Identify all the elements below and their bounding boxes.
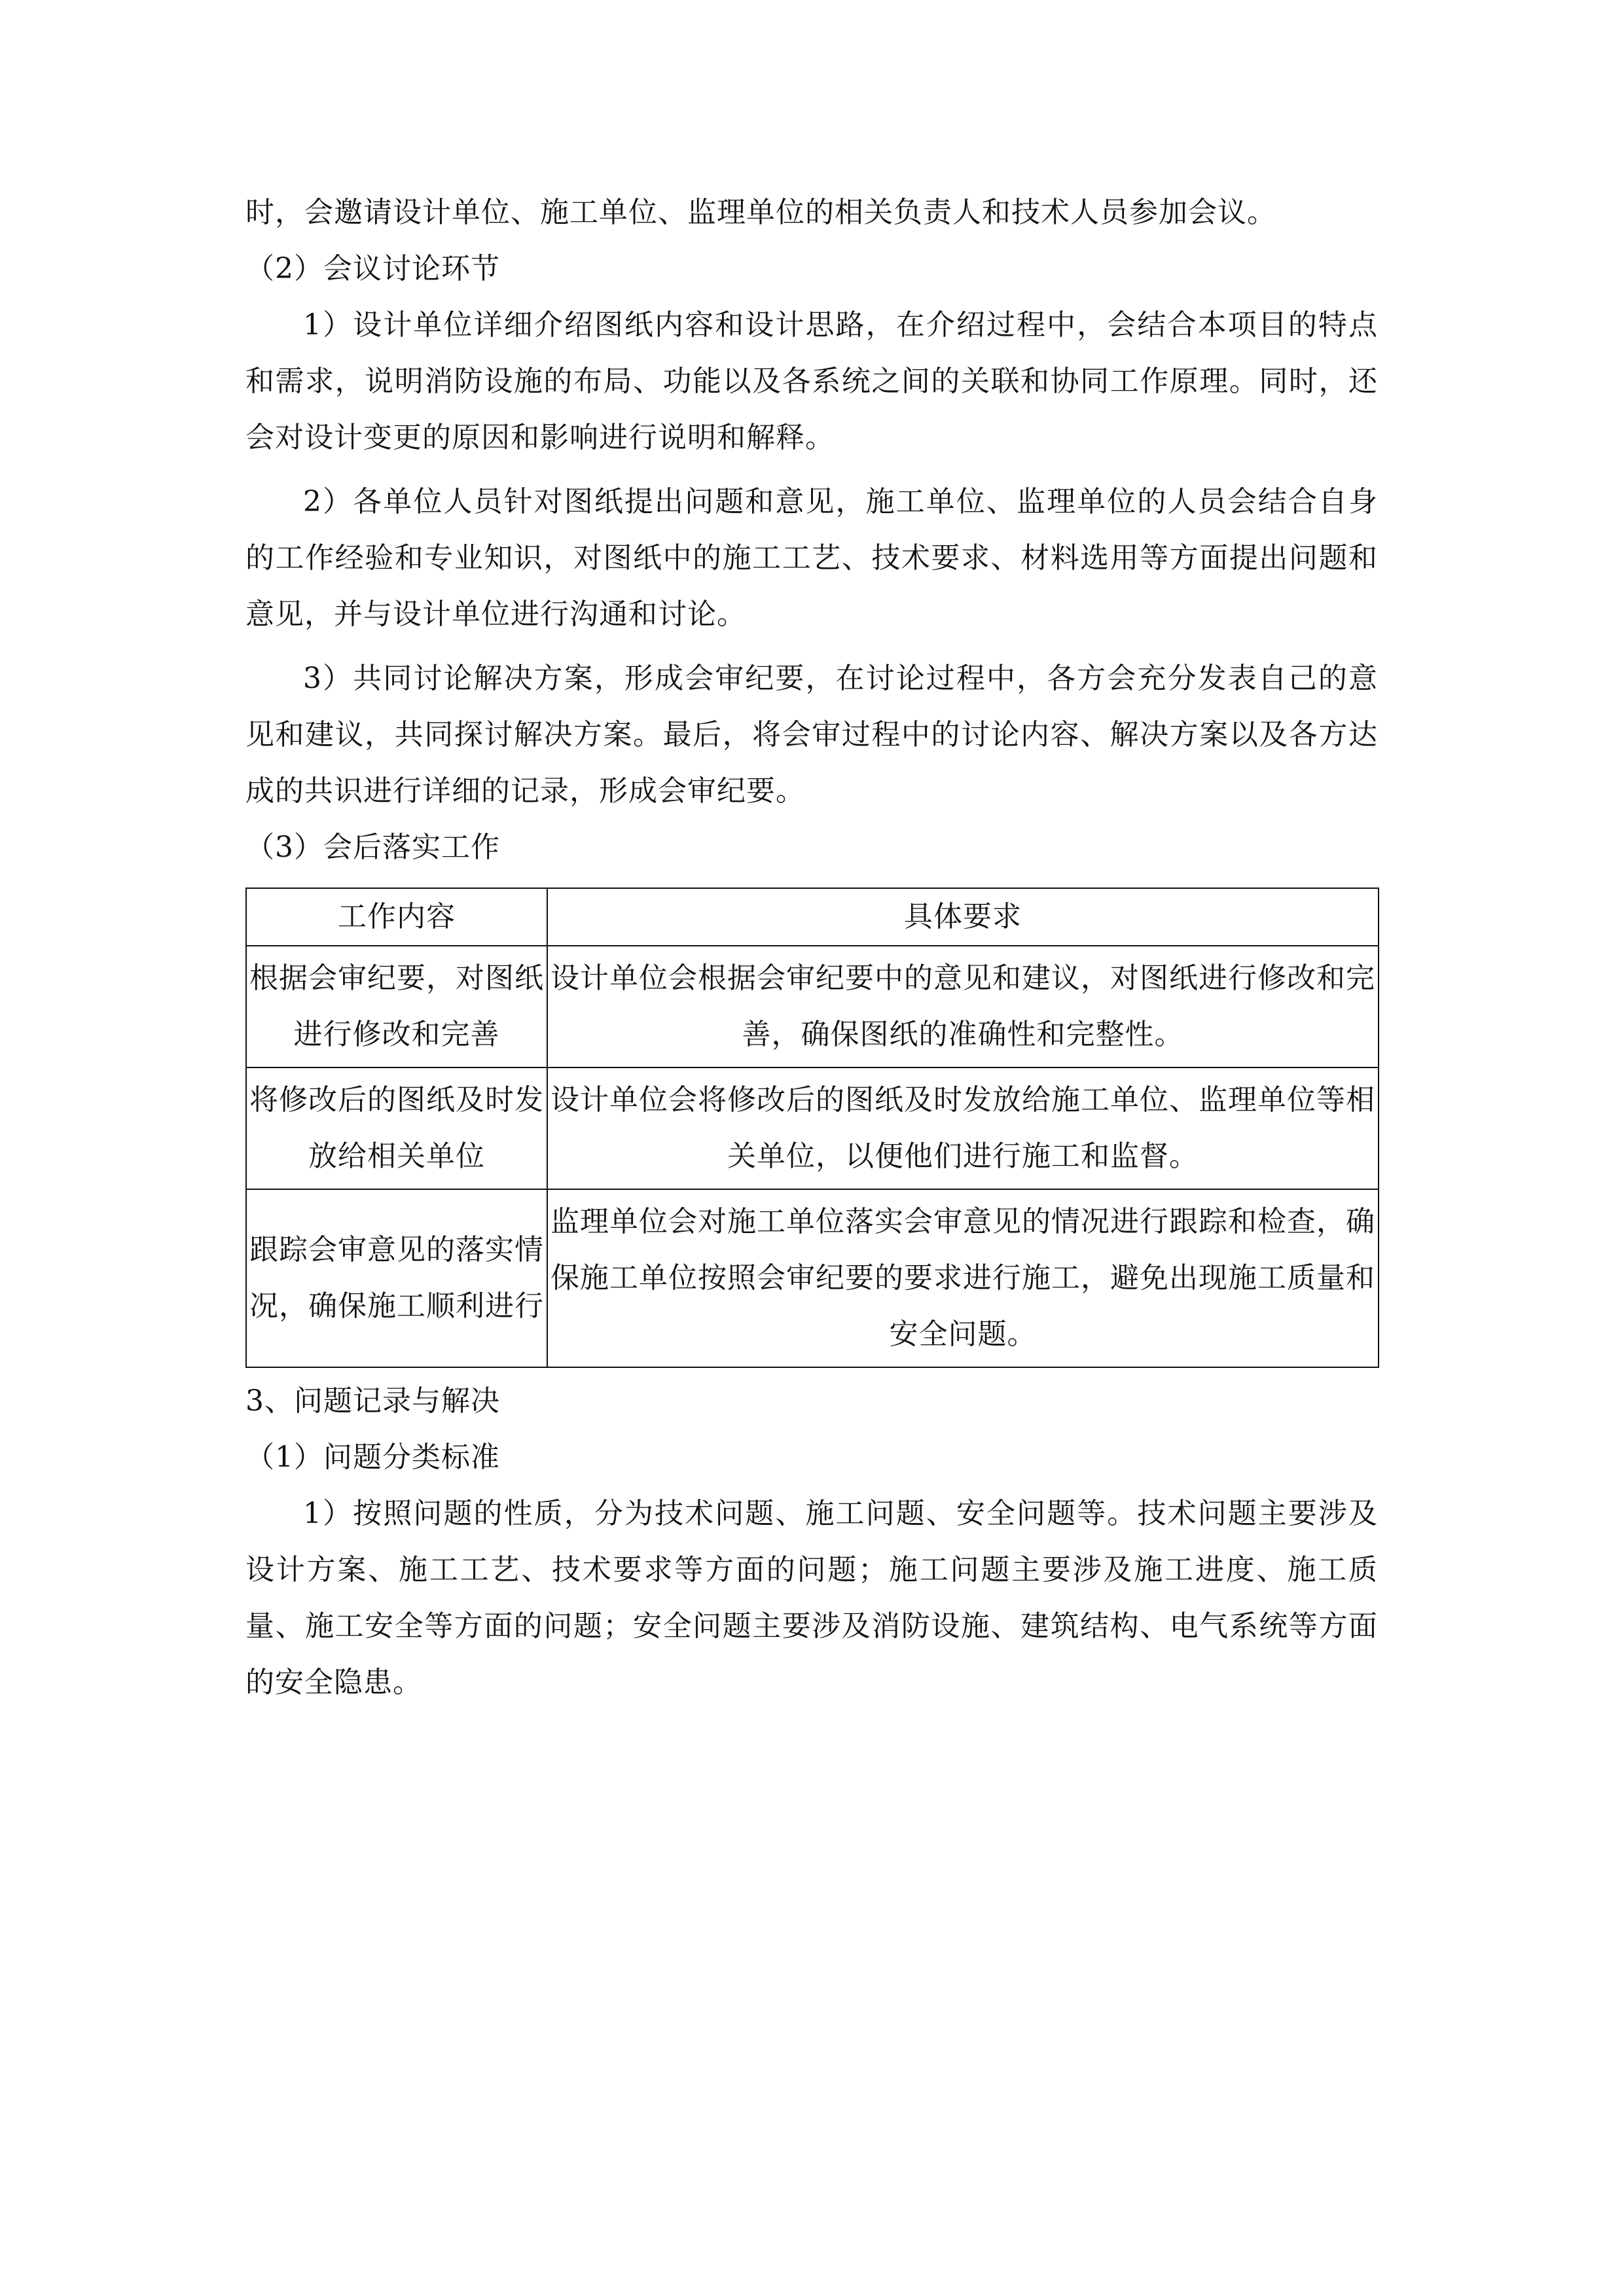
paragraph-raise-issues: 2）各单位人员针对图纸提出问题和意见，施工单位、监理单位的人员会结合自身的工作经验和专业知识，对图纸中的施工工艺、技术要求、材料选用等方面提出问题和意见，并与设计单位进行沟通和讨论。 [245, 485, 1378, 631]
table-cell-requirement: 监理单位会对施工单位落实会审意见的情况进行跟踪和检查，确保施工单位按照会审纪要的要求进行施工，避免出现施工质量和安全问题。 [547, 1189, 1379, 1367]
section-title-issue-records: 3、问题记录与解决 [245, 1384, 500, 1418]
table-row [246, 1067, 1379, 1189]
paragraph-issue-types: 1）按照问题的性质，分为技术问题、施工问题、安全问题等。技术问题主要涉及设计方案、施工工艺、技术要求等方面的问题；施工问题主要涉及施工进度、施工质量、施工安全等方面的问题；安全问题主要涉及消防设施、建筑结构、电气系统等方面的安全隐患。 [245, 1497, 1378, 1699]
table-header-requirements: 具体要求 [547, 888, 1379, 946]
paragraph-design-intro: 1）设计单位详细介绍图纸内容和设计思路，在介绍过程中，会结合本项目的特点和需求，说明消防设施的布局、功能以及各系统之间的关联和协同工作原理。同时，还会对设计变更的原因和影响进行说明和解释。 [245, 308, 1378, 454]
paragraph-meeting-invite: 时，会邀请设计单位、施工单位、监理单位的相关负责人和技术人员参加会议。 [245, 196, 1276, 229]
heading-issue-classification: （1）问题分类标准 [245, 1441, 500, 1474]
table-row [246, 1189, 1379, 1367]
table-header-row [246, 888, 1379, 946]
page-content [245, 185, 1378, 1711]
table-cell-requirement: 设计单位会根据会审纪要中的意见和建议，对图纸进行修改和完善，确保图纸的准确性和完整性。 [547, 946, 1379, 1067]
table-cell-work: 将修改后的图纸及时发放给相关单位 [246, 1067, 547, 1189]
paragraph-joint-solution: 3）共同讨论解决方案，形成会审纪要，在讨论过程中，各方会充分发表自己的意见和建议，共同探讨解决方案。最后，将会审过程中的讨论内容、解决方案以及各方达成的共识进行详细的记录，形成会审纪要。 [245, 662, 1378, 808]
post-meeting-table [245, 888, 1379, 1368]
table-cell-work: 根据会审纪要，对图纸进行修改和完善 [246, 946, 547, 1067]
table-row [246, 946, 1379, 1067]
table-header-work-content: 工作内容 [246, 888, 547, 946]
table-cell-work: 跟踪会审意见的落实情况，确保施工顺利进行 [246, 1189, 547, 1367]
heading-post-meeting: （3）会后落实工作 [245, 831, 500, 864]
table-cell-requirement: 设计单位会将修改后的图纸及时发放给施工单位、监理单位等相关单位，以便他们进行施工和监督。 [547, 1067, 1379, 1189]
heading-meeting-discussion: （2）会议讨论环节 [245, 252, 500, 285]
